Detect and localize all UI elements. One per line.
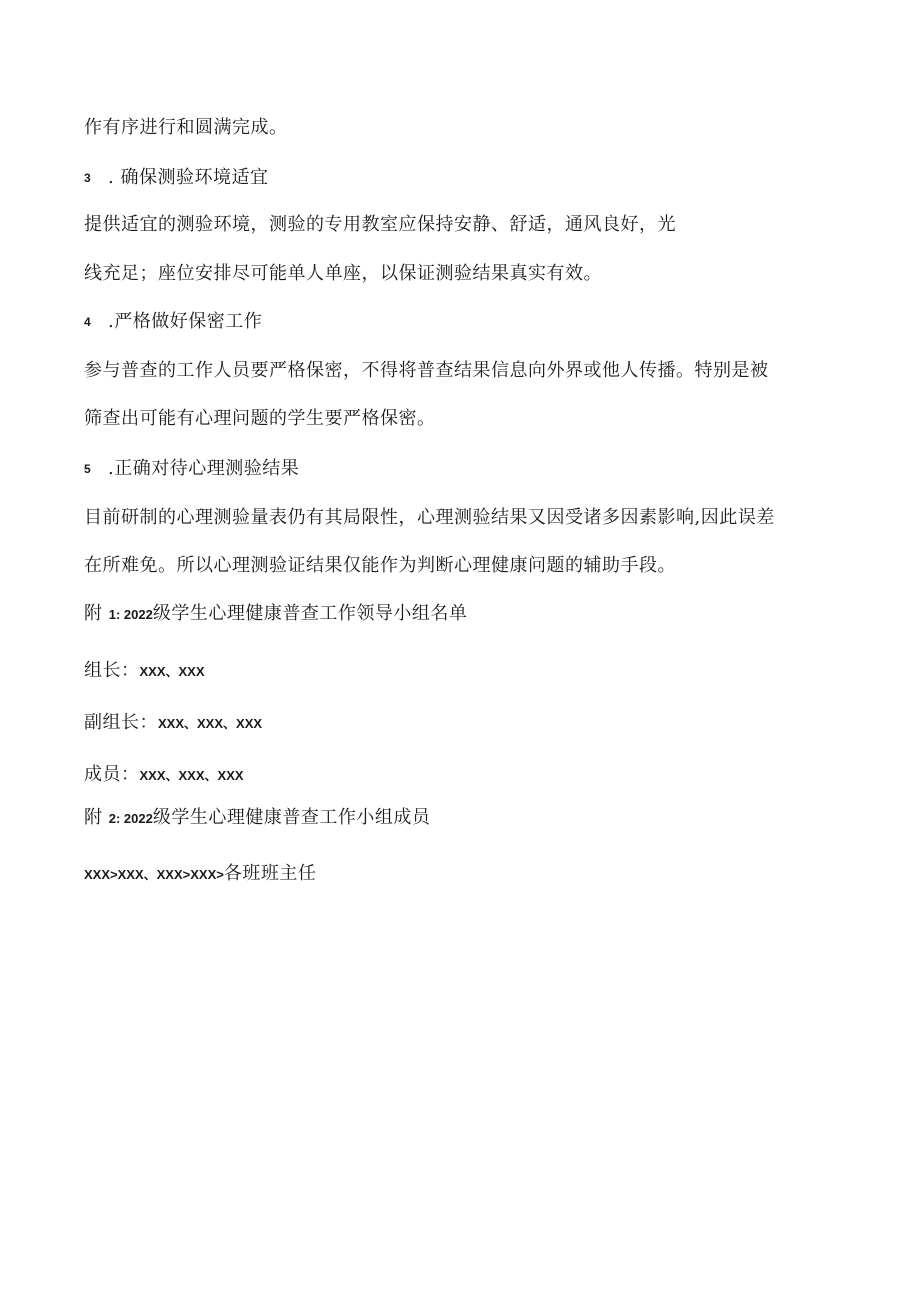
- paragraph-text: 筛查出可能有心理问题的学生要严格保密。: [84, 408, 436, 429]
- section-number: 4: [84, 315, 92, 329]
- attachment-label: 2: 2022: [108, 811, 153, 826]
- group-member-tail: 各班班主任: [223, 863, 317, 884]
- deputy-leader-label: 副组长：: [84, 712, 158, 733]
- leader-names: XXX、XXX: [139, 664, 205, 679]
- section-5-body-line-1: [84, 506, 775, 530]
- paragraph-text: 线充足；座位安排尽可能单人单座，以保证测验结果真实有效。: [84, 263, 602, 284]
- section-4-body-line-1: [84, 359, 769, 383]
- section-title: . 确保测验环境适宜: [108, 167, 269, 188]
- attachment-1-title: [84, 602, 467, 627]
- section-4-body-line-2: [84, 407, 436, 431]
- section-title: .正确对待心理测验结果: [108, 458, 300, 479]
- paragraph-text: 目前研制的心理测验量表仍有其局限性，心理测验结果又因受诸多因素影响,因此误差: [84, 507, 775, 528]
- deputy-leader-row: [84, 711, 262, 736]
- group-member-names: XXX>XXX、XXX>XXX>: [84, 867, 224, 882]
- paragraph-text: 提供适宜的测验环境，测验的专用教室应保持安静、舒适，通风良好，光: [84, 214, 676, 235]
- section-5-heading: [84, 457, 299, 481]
- deputy-leader-names: XXX、XXX、XXX: [158, 716, 263, 731]
- paragraph-text: 作有序进行和圆满完成。: [84, 117, 288, 138]
- attachment-prefix: 附: [84, 807, 103, 828]
- section-number: 3: [84, 171, 92, 185]
- attachment-prefix: 附: [84, 603, 103, 624]
- member-label: 成员：: [84, 764, 140, 785]
- paragraph-intro-tail: [84, 116, 288, 140]
- attachment-title-text: 级学生心理健康普查工作小组成员: [152, 807, 431, 828]
- paragraph-text: 参与普查的工作人员要严格保密，不得将普查结果信息向外界或他人传播。特别是被: [84, 360, 769, 381]
- section-title: .严格做好保密工作: [108, 311, 263, 332]
- section-number: 5: [84, 462, 92, 476]
- attachment-title-text: 级学生心理健康普查工作领导小组名单: [152, 603, 468, 624]
- attachment-label: 1: 2022: [108, 607, 153, 622]
- attachment-2-title: [84, 806, 430, 831]
- section-3-body-line-1: [84, 213, 676, 237]
- leader-row: [84, 659, 205, 684]
- leader-label: 组长：: [84, 660, 140, 681]
- member-row: [84, 763, 244, 788]
- section-4-heading: [84, 310, 262, 334]
- group-members-row: [84, 862, 316, 887]
- section-5-body-line-2: [84, 554, 676, 578]
- section-3-body-line-2: [84, 262, 602, 286]
- section-3-heading: [84, 166, 268, 190]
- member-names: XXX、XXX、XXX: [139, 768, 244, 783]
- paragraph-text: 在所难免。所以心理测验证结果仅能作为判断心理健康问题的辅助手段。: [84, 555, 676, 576]
